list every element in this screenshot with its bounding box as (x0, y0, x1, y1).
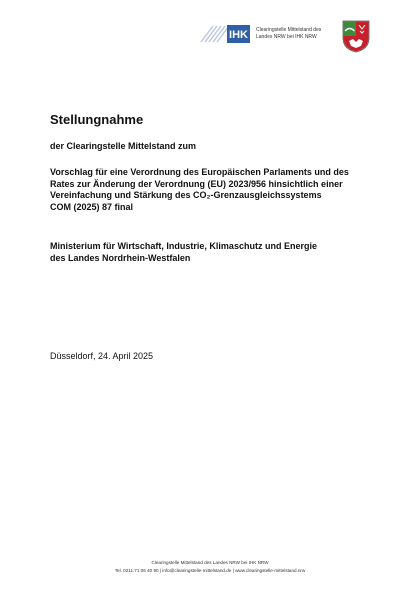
document-intro: der Clearingstelle Mittelstand zum (50, 141, 197, 151)
proposal-line: COM (2025) 87 final (50, 201, 134, 212)
ihk-logo-lines-icon (201, 26, 229, 42)
document-title: Stellungnahme (50, 112, 144, 127)
org-name-line: Landes NRW bei IHK NRW (256, 33, 317, 40)
ihk-logo-text: IHK (229, 29, 248, 41)
proposal-subject (50, 167, 380, 213)
ministry-line: des Landes Nordrhein-Westfalen (50, 252, 191, 263)
place-date: Düsseldorf, 24. April 2025 (50, 351, 154, 361)
page-footer (0, 559, 420, 575)
ihk-logo (199, 24, 251, 44)
ministry-line: Ministerium für Wirtschaft, Industrie, Klimaschutz und Energie (50, 241, 317, 251)
proposal-line: Vorschlag für eine Verordnung des Europäischen Parlaments und des (50, 167, 349, 177)
proposal-line: Vereinfachung und Stärkung des CO₂-Grenzausgleichssystems (50, 190, 322, 200)
ministry-addressee (50, 241, 317, 264)
org-name (256, 27, 321, 40)
footer-org: Clearingstelle Mittelstand des Landes NRW bei IHK NRW (151, 560, 269, 565)
org-name-line: Clearingstelle Mittelstand des (256, 27, 322, 33)
footer-contact: Tel. 0211.71 06 40 90 | info@clearingstelle-mittelstand.de | www.clearingstelle-mittelstand.nrw (114, 568, 306, 573)
nrw-crest-icon (342, 20, 370, 53)
proposal-line: Rates zur Änderung der Verordnung (EU) 2023/956 hinsichtlich einer (50, 178, 343, 189)
